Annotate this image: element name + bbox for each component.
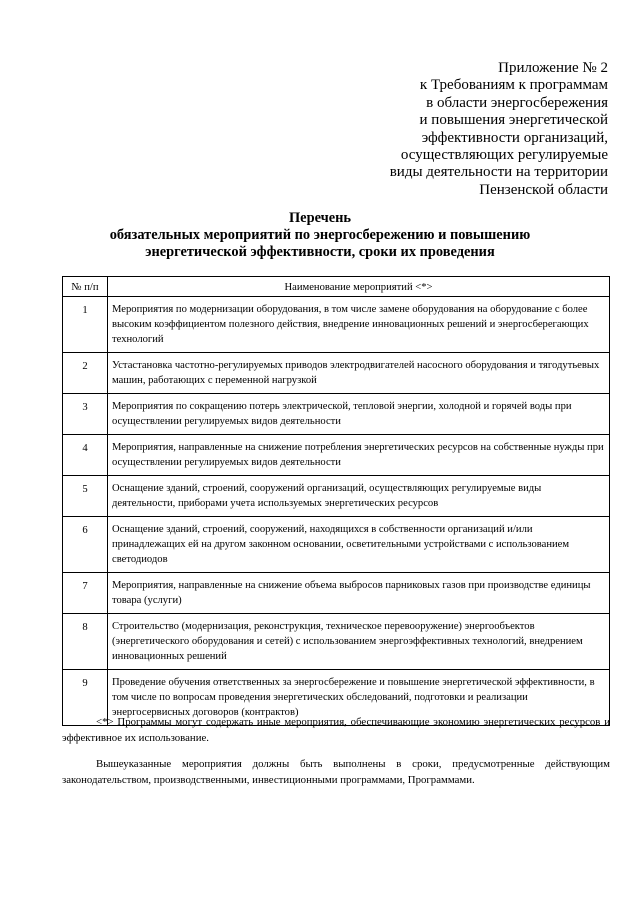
- title-line: Перечень: [288, 210, 352, 226]
- document-title: [0, 210, 640, 261]
- appendix-line: к Требованиям к программам: [419, 77, 608, 94]
- appendix-line: виды деятельности на территории: [389, 164, 608, 181]
- row-number: 7: [63, 573, 108, 614]
- row-text: Строительство (модернизация, реконструкция, техническое перевооружение) энергообъектов (энергетического оборудования и сетей) с использованием энергоэффективных технологий, внедрением инновационных решений: [108, 614, 610, 670]
- row-number: 5: [63, 476, 108, 517]
- row-text: Проведение обучения ответственных за энергосбережение и повышение энергетической эффективности, в том числе по вопросам проведения энергетических обследований, подготовки и реализации энергосервисных договоров (контрактов): [108, 670, 610, 726]
- row-number: 9: [63, 670, 108, 726]
- table-row: [63, 517, 610, 573]
- table-row: [63, 614, 610, 670]
- row-number: 2: [63, 353, 108, 394]
- table-row: [63, 435, 610, 476]
- header-num: № п/п: [63, 277, 108, 297]
- deadline-paragraph: Вышеуказанные мероприятия должны быть выполнены в сроки, предусмотренные действующим законодательством, производственными, инвестиционными программами, Программами.: [62, 758, 610, 786]
- row-text: Мероприятия по модернизации оборудования, в том числе замене оборудования на оборудование с более высоким коэффициентом полезного действия, внедрение инновационных решений и энергосберегающих технологий: [108, 297, 610, 353]
- row-number: 3: [63, 394, 108, 435]
- table-row: [63, 297, 610, 353]
- row-number: 4: [63, 435, 108, 476]
- appendix-line: осуществляющих регулируемые: [400, 147, 608, 164]
- appendix-line: в области энергосбережения: [426, 94, 608, 111]
- row-text: Мероприятия, направленные на снижение потребления энергетических ресурсов на собственные нужды при осуществлении регулируемых видов деятельности: [108, 435, 610, 476]
- table-header-row: [63, 277, 610, 297]
- appendix-line: Пензенской области: [479, 181, 608, 198]
- row-number: 8: [63, 614, 108, 670]
- row-text: Мероприятия по сокращению потерь электрической, тепловой энергии, холодной и горячей воды при осуществлении регулируемых видов деятельности: [108, 394, 610, 435]
- row-text: Устастановка частотно-регулируемых приводов электродвигателей насосного оборудования и тягодутьевых машин, работающих с переменной нагрузкой: [108, 353, 610, 394]
- row-text: Оснащение зданий, строений, сооружений организаций, осуществляющих регулируемые виды деятельности, приборами учета используемых энергетических ресурсов: [108, 476, 610, 517]
- appendix-header: [390, 60, 608, 199]
- row-text: Мероприятия, направленные на снижение объема выбросов парниковых газов при производстве единицы товара (услуги): [108, 573, 610, 614]
- header-name: Наименование мероприятий <*>: [108, 277, 610, 297]
- appendix-line: Приложение № 2: [498, 60, 608, 76]
- appendix-line: эффективности организаций,: [421, 129, 608, 146]
- measures-table: [62, 276, 610, 726]
- appendix-line: и повышения энергетической: [419, 112, 608, 129]
- table-row: [63, 353, 610, 394]
- row-text: Оснащение зданий, строений, сооружений, находящихся в собственности организаций и/или принадлежащих ей на другом законном основании, осветительными устройствами с использованием светодиодов: [108, 517, 610, 573]
- table-row: [63, 573, 610, 614]
- table-row: [63, 394, 610, 435]
- table-row: [63, 476, 610, 517]
- title-line: энергетической эффективности, сроки их проведения: [145, 244, 495, 260]
- title-line: обязательных мероприятий по энергосбережению и повышению: [109, 227, 531, 243]
- footnote-paragraph: <*> Программы могут содержать иные мероприятия, обеспечивающие экономию энергетических ресурсов и эффективное их использование.: [62, 716, 610, 744]
- row-number: 6: [63, 517, 108, 573]
- row-number: 1: [63, 297, 108, 353]
